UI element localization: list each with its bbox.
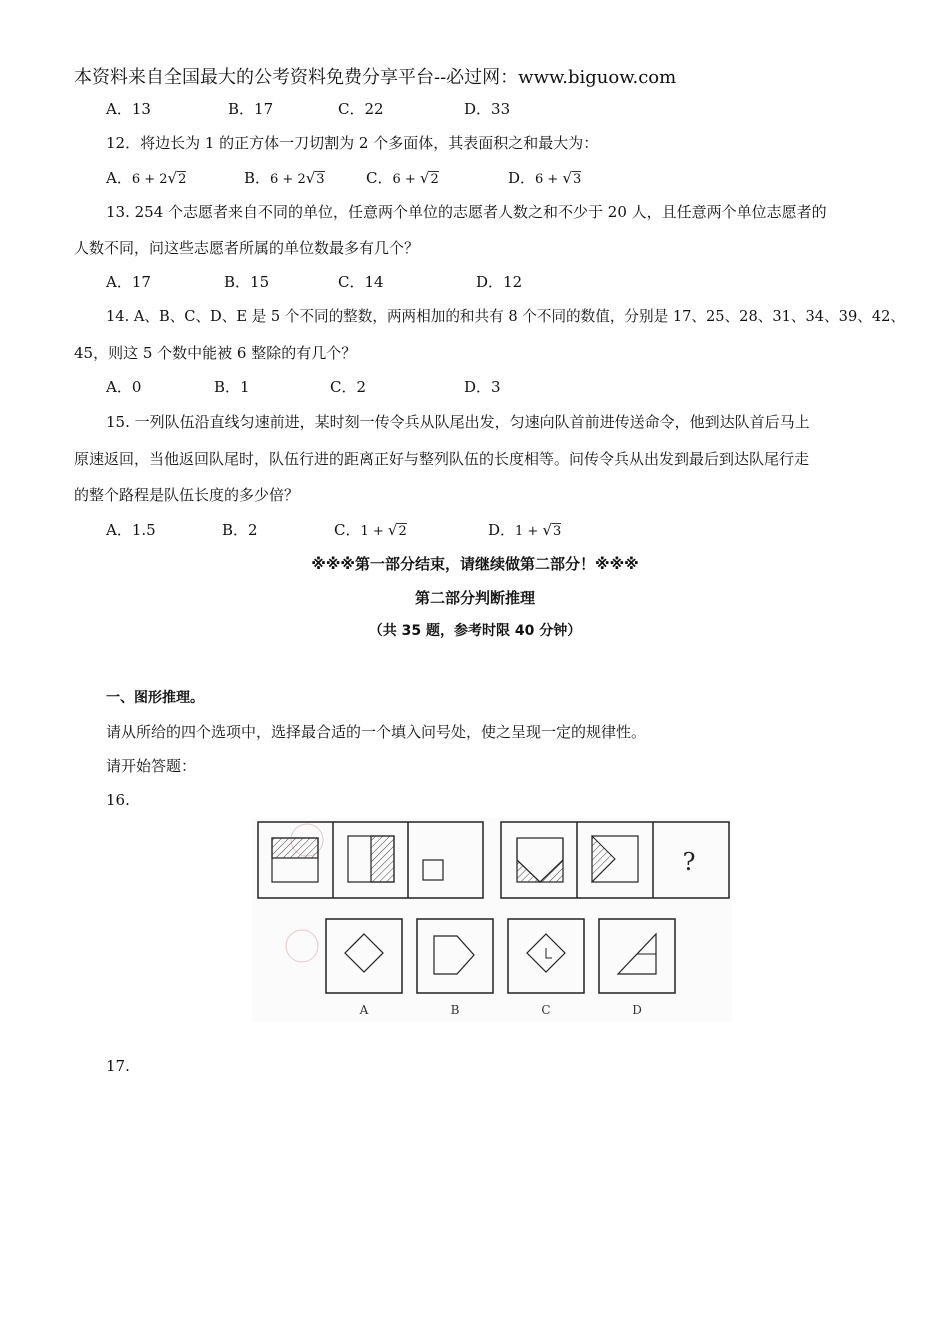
part-two-title: 第二部分判断推理 (414, 589, 535, 607)
q14-stem-line1: 14. A、B、C、D、E 是 5 个不同的整数，两两相加的和共有 8 个不同的数值，分别是 17、25、28、31、34、39、42、 (106, 308, 905, 325)
start-prompt: 请开始答题： (106, 757, 197, 775)
q14-option-c: C．2 (330, 378, 367, 396)
q17-number: 17. (106, 1057, 130, 1075)
q13-option-d: D．12 (476, 273, 523, 291)
q11-option-d: D．33 (464, 100, 511, 118)
part-two-subtitle: （共 35 题，参考时限 40 分钟） (368, 623, 582, 639)
q15-option-b: B．2 (222, 521, 258, 539)
q13-stem-line1: 13. 254 个志愿者来自不同的单位，任意两个单位的志愿者人数之和不少于 20 人，且任意两个单位志愿者的 (106, 203, 827, 221)
q15-stem-line1: 15. 一列队伍沿直线匀速前进，某时刻一传令兵从队尾出发，匀速向队首前进传送命令，他到达队首后马上 (106, 413, 810, 431)
choice-label-b: B (450, 1003, 460, 1017)
q15-option-c: C．1 + √2 (334, 521, 407, 539)
q14-option-d: D．3 (464, 378, 501, 396)
q16-number: 16. (106, 791, 130, 809)
q15-option-a: A．1.5 (106, 521, 156, 539)
part-one-end-note: ※※※第一部分结束，请继续做第二部分！※※※ (311, 555, 639, 573)
q14-option-a: A．0 (106, 378, 142, 396)
q15-option-d: D．1 + √3 (488, 521, 562, 539)
section-instruction: 请从所给的四个选项中，选择最合适的一个填入问号处，使之呈现一定的规律性。 (106, 723, 647, 741)
q15-stem-line3: 的整个路程是队伍长度的多少倍？ (74, 486, 300, 504)
q13-stem-line2: 人数不同，问这些志愿者所属的单位数最多有几个？ (74, 239, 420, 257)
q13-option-c: C．14 (338, 273, 384, 291)
q16-figure (252, 818, 732, 1022)
question-mark: ? (682, 848, 696, 876)
q12-stem: 12．将边长为 1 的正方体一刀切割为 2 个多面体，其表面积之和最大为： (106, 134, 599, 152)
q12-option-a: A．6 + 2√2 (106, 169, 187, 187)
q13-option-a: A．17 (106, 273, 151, 291)
q14-stem-line2: 45，则这 5 个数中能被 6 整除的有几个？ (74, 344, 357, 362)
choice-label-d: D (632, 1003, 642, 1017)
q12-option-c: C．6 + √2 (366, 169, 439, 187)
section-heading: 一、图形推理。 (106, 690, 204, 706)
q12-option-b: B．6 + 2√3 (244, 169, 325, 187)
q12-option-d: D．6 + √3 (508, 169, 582, 187)
q11-option-a: A．13 (106, 100, 151, 118)
choice-label-c: C (541, 1003, 551, 1017)
q11-option-c: C．22 (338, 100, 384, 118)
q13-option-b: B．15 (224, 273, 270, 291)
page-header: 本资料来自全国最大的公考资料免费分享平台--必过网：www.biguow.com (74, 67, 677, 88)
q16-figure-svg (252, 818, 732, 1022)
figure-background (252, 818, 732, 1022)
choice-label-a: A (359, 1003, 369, 1017)
q15-stem-line2: 原速返回，当他返回队尾时，队伍行进的距离正好与整列队伍的长度相等。问传令兵从出发到最后到达队尾行走 (74, 450, 810, 468)
q11-option-b: B．17 (228, 100, 274, 118)
q14-option-b: B．1 (214, 378, 250, 396)
